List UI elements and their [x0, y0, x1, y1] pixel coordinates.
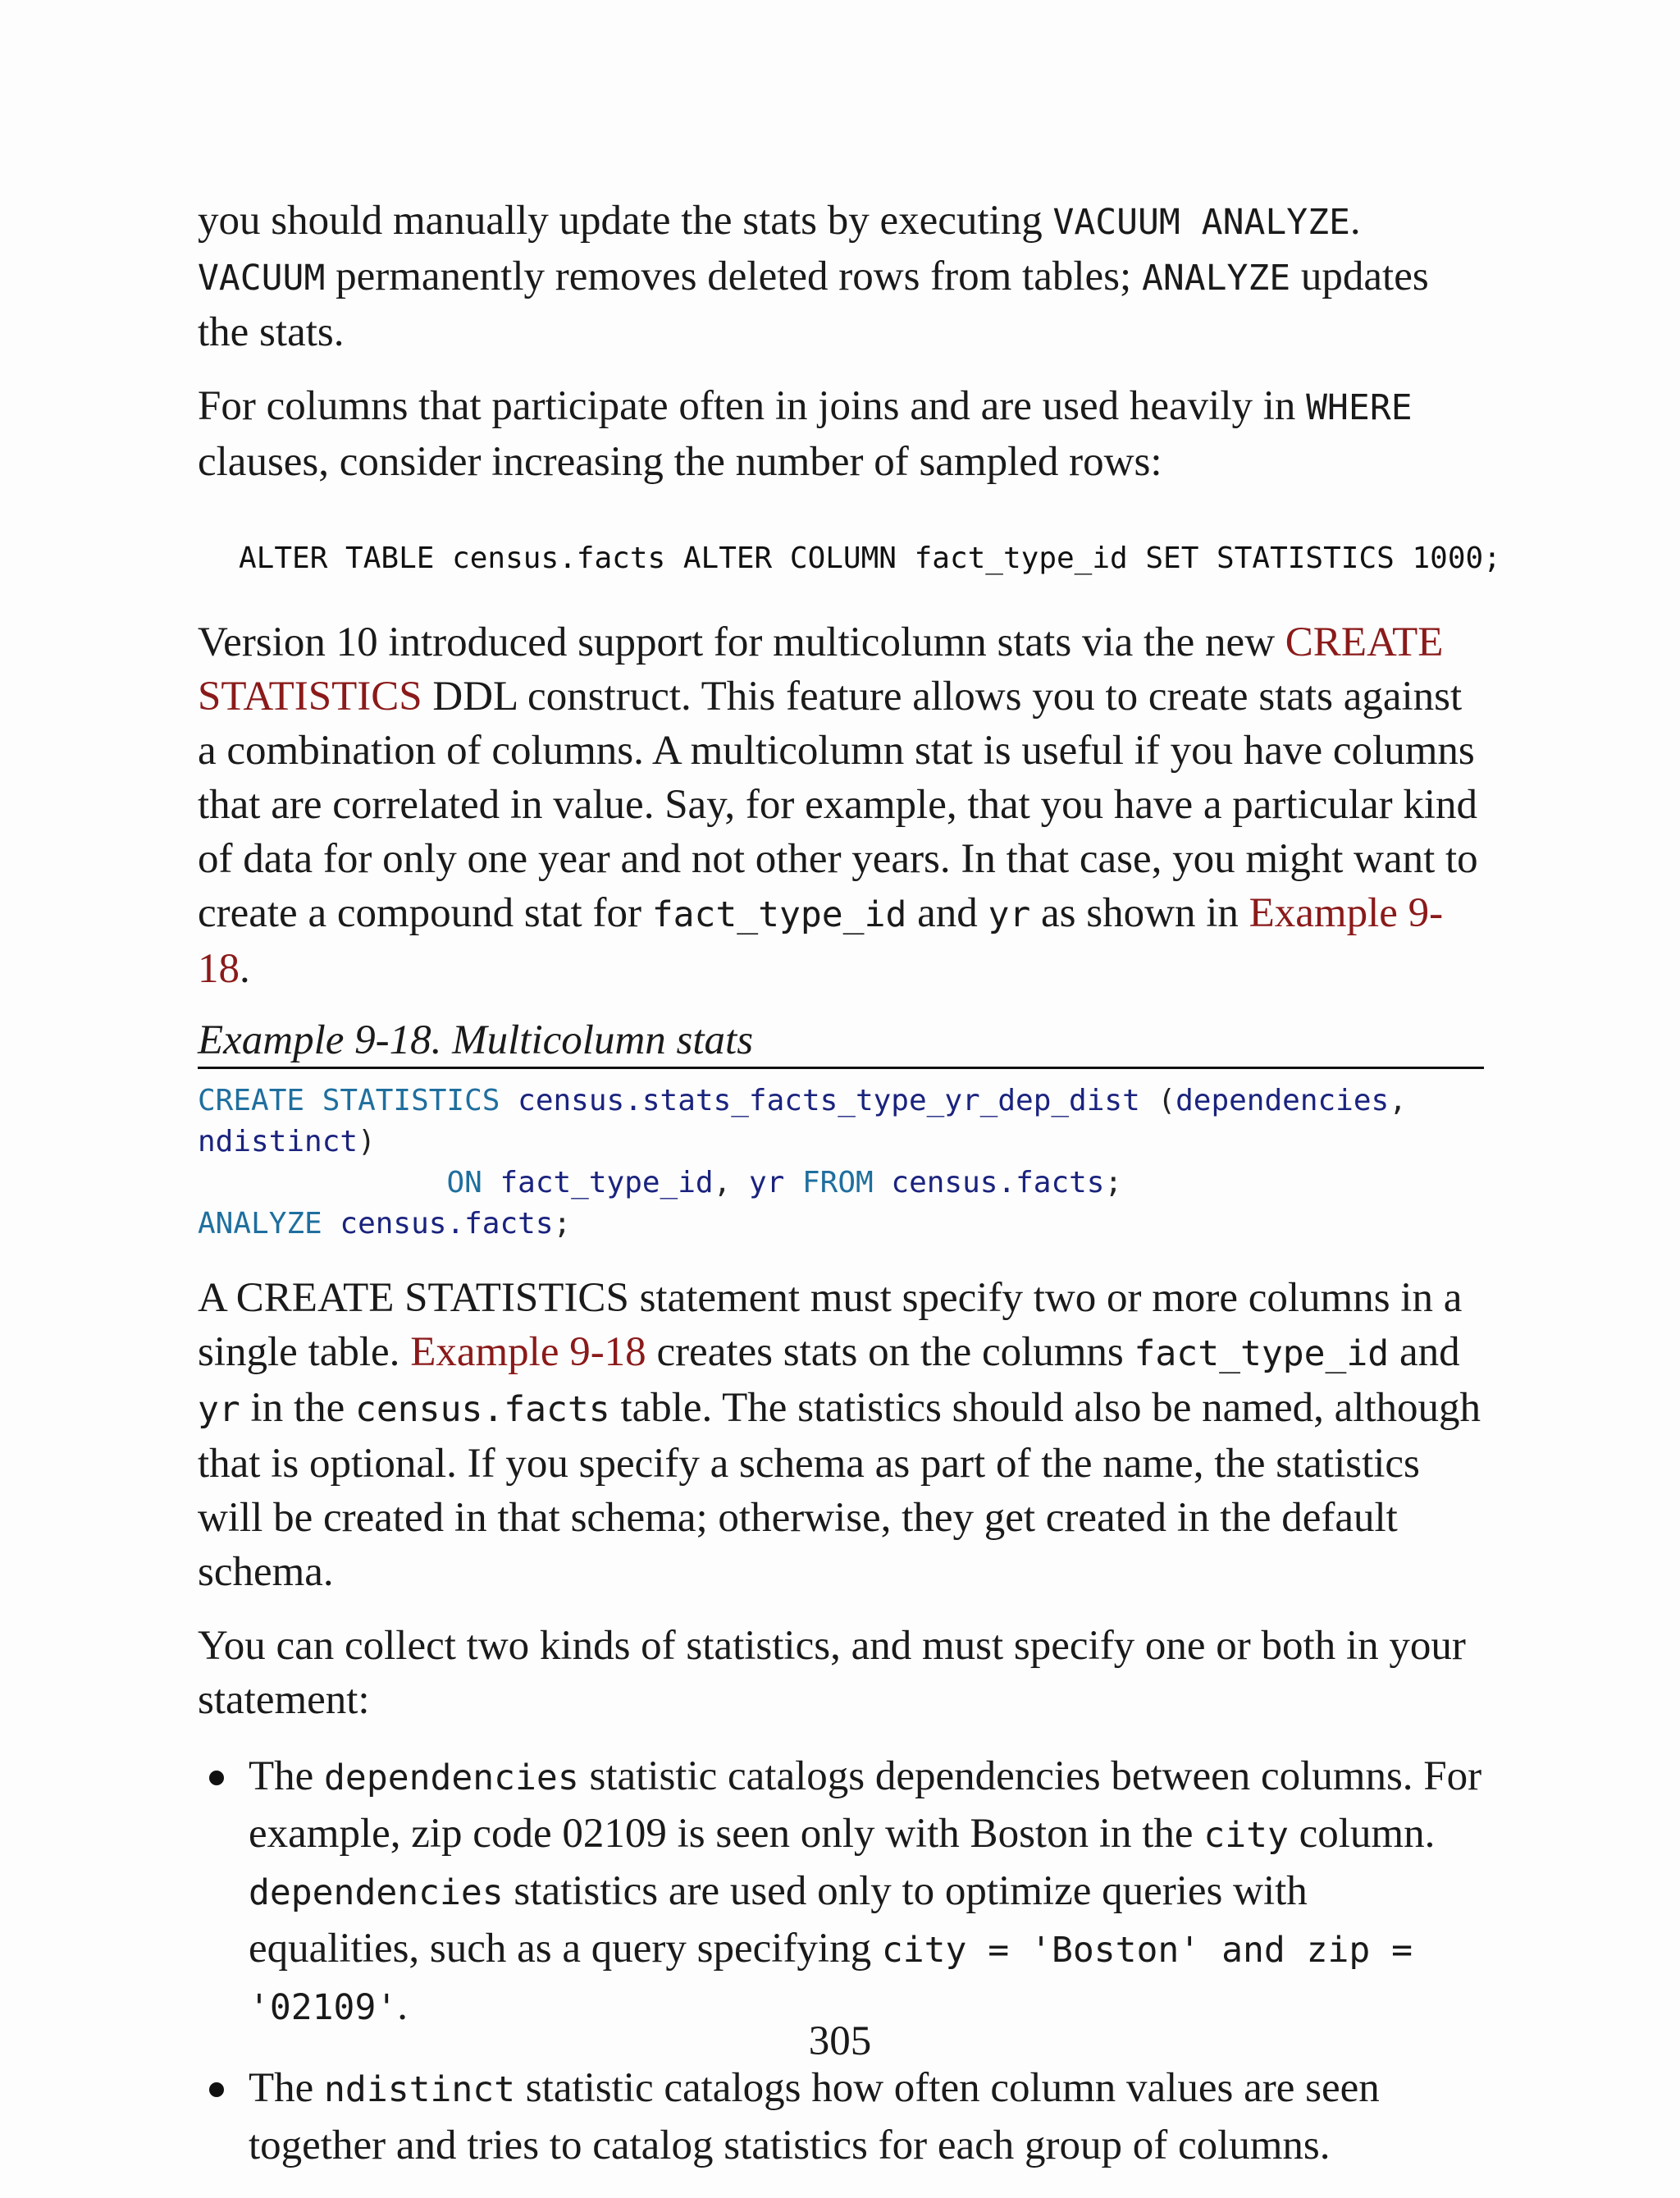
- inline-code: census.facts: [355, 1389, 610, 1430]
- sql-punct: (: [1139, 1084, 1176, 1117]
- text: table. The statistics should also be named, although that is optional. If you specify a schema as part of the name, the statistics will be created in that schema; otherwise, they get created in the default schema.: [198, 1385, 1481, 1595]
- text: updates the stats.: [198, 254, 1429, 355]
- inline-code: city: [1203, 1815, 1289, 1856]
- text: clauses, consider increasing the number of sampled rows:: [198, 439, 1162, 485]
- sql-identifier: yr: [748, 1166, 785, 1200]
- sql-identifier: ndistinct: [198, 1125, 358, 1158]
- sql-identifier: dependencies: [1176, 1084, 1390, 1117]
- paragraph-create-statistics: [198, 1271, 1484, 1599]
- paragraph-vacuum: [198, 194, 1484, 359]
- sql-keyword: ON: [446, 1166, 482, 1200]
- example-caption: Example 9-18. Multicolumn stats: [198, 1016, 1484, 1069]
- sql-identifier: census.facts: [340, 1207, 554, 1241]
- statistics-kinds-list: [198, 1748, 1484, 2173]
- text: column.: [1288, 1811, 1436, 1857]
- sql-keyword: CREATE STATISTICS: [198, 1084, 500, 1117]
- text: in the: [240, 1385, 356, 1431]
- text: statistic catalogs dependencies between columns. For example, zip code 02109 is seen only with Boston in the: [249, 1753, 1482, 1857]
- sql-keyword: ANALYZE: [198, 1207, 322, 1241]
- text: statistic catalogs how often column values are seen together and tries to catalog statistics for each group of columns.: [249, 2065, 1380, 2168]
- sql-identifier: census.stats_facts_type_yr_dep_dist: [518, 1084, 1140, 1117]
- text: permanently removes deleted rows from tables;: [325, 254, 1142, 299]
- link-example-9-18[interactable]: Example 9-18: [198, 890, 1444, 992]
- bullet-icon: [209, 1771, 224, 1785]
- list-item-dependencies: [198, 1748, 1484, 2036]
- inline-code: yr: [988, 894, 1031, 935]
- inline-code: dependencies: [324, 1757, 579, 1798]
- text: you should manually update the stats by executing: [198, 198, 1053, 244]
- inline-code: fact_type_id: [1134, 1333, 1390, 1374]
- text: For columns that participate often in joins and are used heavily in: [198, 383, 1307, 429]
- bullet-icon: [209, 2082, 224, 2097]
- inline-code: yr: [198, 1389, 240, 1430]
- text: The: [249, 2065, 325, 2111]
- text: DDL construct. This feature allows you to create stats against a combination of columns. A multicolumn stat is useful if you have columns that are correlated in value. Say, for example, that you have a particular kind of data for only one year and not other years. In that case, you might want to create a compound stat for: [198, 674, 1478, 936]
- text: creates stats on the columns: [646, 1329, 1134, 1375]
- inline-code: fact_type_id: [651, 894, 907, 935]
- paragraph-two-kinds: You can collect two kinds of statistics, and must specify one or both in your statement:: [198, 1623, 1466, 1723]
- code-alter-table: ALTER TABLE census.facts ALTER COLUMN fact_type_id SET STATISTICS 1000;: [239, 542, 1501, 575]
- inline-code: VACUUM ANALYZE: [1052, 202, 1350, 243]
- page-number: 305: [808, 2018, 872, 2064]
- text: .: [240, 946, 250, 992]
- sql-punct: ,: [713, 1166, 732, 1200]
- page-content: [198, 194, 1501, 2198]
- link-create-statistics[interactable]: CREATE STATISTICS: [198, 619, 1444, 720]
- paragraph-multicolumn-intro: [198, 615, 1484, 996]
- text: and: [906, 890, 988, 936]
- inline-code: dependencies: [249, 1872, 504, 1913]
- text: statistics are used only to optimize queries with equalities, such as a query specifying: [249, 1868, 1308, 1972]
- sql-identifier: census.facts: [891, 1166, 1105, 1200]
- sql-punct: ;: [1104, 1166, 1123, 1200]
- text: Version 10 introduced support for multicolumn stats via the new: [198, 619, 1285, 665]
- inline-code: ndistinct: [324, 2069, 516, 2110]
- paragraph-sampled-rows: [198, 379, 1484, 489]
- sql-punct: ,: [1389, 1084, 1407, 1117]
- sql-keyword: FROM: [802, 1166, 874, 1200]
- text: as shown in: [1030, 890, 1249, 936]
- inline-code: city = 'Boston' and zip = '02109': [249, 1930, 1413, 2028]
- sql-identifier: fact_type_id: [500, 1166, 714, 1200]
- text: The: [249, 1753, 325, 1799]
- text: A CREATE STATISTICS statement must specify two or more columns in a single table.: [198, 1275, 1463, 1375]
- inline-code: VACUUM: [198, 258, 326, 299]
- inline-code: ANALYZE: [1141, 258, 1291, 299]
- code-example-9-18: [198, 1081, 1484, 1245]
- list-item-ndistinct: [198, 2060, 1484, 2173]
- link-example-9-18[interactable]: Example 9-18: [410, 1329, 646, 1375]
- text: .: [397, 1983, 408, 2029]
- text: .: [1349, 198, 1361, 244]
- inline-code: WHERE: [1306, 387, 1413, 428]
- sql-punct: ): [358, 1125, 376, 1158]
- text: and: [1389, 1329, 1460, 1375]
- sql-punct: ;: [553, 1207, 572, 1241]
